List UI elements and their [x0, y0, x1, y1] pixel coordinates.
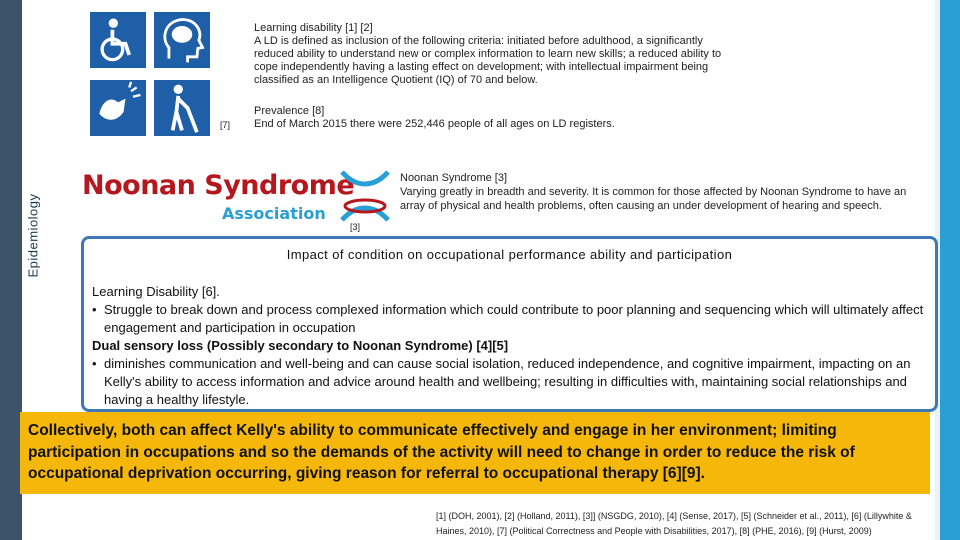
impact-body [92, 283, 932, 409]
learning-disability-section [254, 22, 744, 87]
summary-banner-text: Collectively, both can affect Kelly's ability to communicate effectively and engage in her environment; limiting participation in occupations and so the demands of the activity will need to change in order to reduce the risk of occupational deprivation occurring, giving reason for referral to occupational therapy [6][9]. [28, 422, 855, 482]
wheelchair-icon [88, 10, 148, 70]
impact-box [81, 236, 938, 412]
prevalence-section [254, 105, 744, 131]
list-item [92, 355, 932, 409]
noonan-heading: Noonan Syndrome [3] [400, 172, 508, 184]
ld-impact-bullet: Struggle to break down and process complexed information which could contribute to poor planning and sequencing which will ultimately affect engagement and participation in occupation [104, 302, 924, 335]
ld-impact-heading [92, 283, 932, 301]
disability-icons [88, 10, 218, 140]
list-item [92, 301, 932, 337]
noonan-text: Varying greatly in breadth and severity. It is common for those affected by Noonan Syndrome to have an array of physical and health problems, often causing an under development of hearing and speech. [400, 186, 907, 212]
dsl-impact-heading: Dual sensory loss (Possibly secondary to Noonan Syndrome) [4][5] [92, 338, 509, 353]
head-brain-icon [152, 10, 212, 70]
prevalence-text: End of March 2015 there were 252,446 people of all ages on LD registers. [254, 118, 615, 130]
prevalence-heading: Prevalence [8] [254, 105, 325, 117]
icons-citation: [7] [220, 120, 231, 130]
ld-impact-heading-text: Learning Disability [92, 284, 202, 299]
references: [1] (DOH, 2001), [2] (Holland, 2011), [3]] (NSGDG, 2010), [4] (Sense, 2017), [5] (Schneider et al., 2011), [6] (Lillywhite & Haines, 2010), [7] (Political Correctness and People with Disabilities, 2017), [8] (PHE, 2016), [9] (Hurst, 2009) [436, 511, 912, 536]
logo-mark-icon [336, 168, 394, 224]
dsl-impact-bullet: diminishes communication and well-being and can cause social isolation, reduced independence, and cognitive impairment, impacting on an Kelly's ability to access information and advice around health and wellbeing; resulting in difficulties with, maintaining social relationships and having a healthy lifestyle. [104, 356, 911, 407]
bullet-marker: • [92, 302, 97, 317]
sidebar-label-text: Epidemiology [25, 192, 41, 278]
logo-sub-text: Association [222, 204, 326, 223]
ld-impact-ref: [6]. [201, 284, 220, 299]
sign-language-icon [88, 78, 148, 138]
left-sidebar-bar [0, 0, 22, 540]
noonan-section [400, 171, 930, 213]
sidebar-label [22, 150, 44, 320]
bullet-marker: • [92, 356, 97, 371]
blind-cane-icon [152, 78, 212, 138]
learning-disability-heading: Learning disability [1] [2] [254, 22, 373, 34]
impact-title: Impact of condition on occupational performance ability and participation [286, 247, 733, 262]
logo-main-text: Noonan Syndrome [82, 170, 355, 201]
noonan-association-logo [82, 170, 382, 230]
learning-disability-text: A LD is defined as inclusion of the following criteria: initiated before adulthood, a significantly reduced ability to understand new or complex information to learn new skills; a reduced ability to cope independently having a lasting effect on development; with intellectual impairment being classified as an Intelligence Quotient (IQ) of 70 and below. [254, 35, 722, 86]
right-edge-strip [940, 0, 960, 540]
logo-citation: [3] [350, 222, 361, 232]
